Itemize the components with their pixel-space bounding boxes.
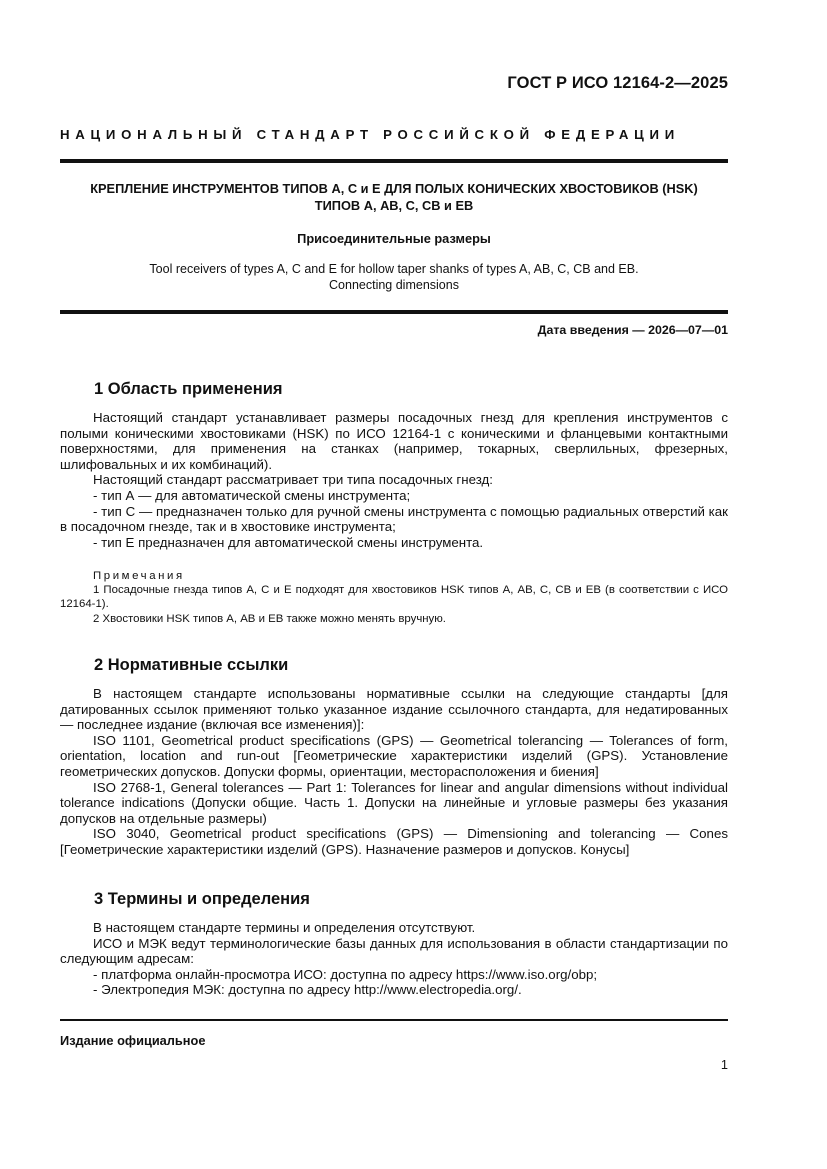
- notes-title: Примечания: [93, 570, 185, 582]
- paragraph: Настоящий стандарт рассматривает три типа посадочных гнезд:: [93, 472, 493, 488]
- footer-rule: [60, 1019, 728, 1021]
- list-item: - тип А — для автоматической смены инструмента;: [93, 487, 411, 503]
- introduction-date: Дата введения — 2026—07—01: [537, 323, 728, 337]
- section-3-heading: 3 Термины и определения: [94, 890, 310, 908]
- paragraph: В настоящем стандарте использованы нормативные ссылки на следующие стандарты [для датированных ссылок применяют только указанное издание ссылочного стандарта, для недатированных — последнее издание (включая все изменения)]:: [60, 686, 728, 733]
- document-subtitle: Присоединительные размеры: [297, 231, 491, 246]
- section-1-heading: 1 Область применения: [94, 380, 283, 398]
- paragraph: В настоящем стандарте термины и определения отсутствуют.: [93, 920, 476, 935]
- paragraph: Настоящий стандарт устанавливает размеры посадочных гнезд для крепления инструментов с полыми коническими хвостовиками (HSK) по ИСО 12164-1 с коническими и фланцевыми контактными поверхностями, для применения на станках (например, токарных, сверлильных, фрезерных, шлифовальных и их комбинаций).: [60, 410, 728, 472]
- english-title-line-2: Connecting dimensions: [329, 278, 459, 292]
- list-item: - платформа онлайн-просмотра ИСО: доступна по адресу https://www.iso.org/obp;: [93, 966, 598, 982]
- english-title: [60, 261, 728, 293]
- english-title-line-1: Tool receivers of types A, C and E for hollow taper shanks of types A, AB, C, CB and EB.: [149, 262, 639, 276]
- document-title: [60, 180, 728, 214]
- header-rule: [60, 159, 728, 163]
- list-item: - тип Е предназначен для автоматической смены инструмента.: [93, 534, 484, 550]
- section-3-body: [60, 920, 728, 998]
- section-2-heading: 2 Нормативные ссылки: [94, 656, 289, 674]
- section-1-notes: [60, 569, 728, 626]
- national-standard-banner: НАЦИОНАЛЬНЫЙ СТАНДАРТ РОССИЙСКОЙ ФЕДЕРАЦИИ: [60, 127, 681, 142]
- page-number: 1: [720, 1057, 728, 1072]
- reference-item: ISO 1101, Geometrical product specifications (GPS) — Geometrical tolerancing — Tolerances of form, orientation, location and run-out [Геометрические характеристики изделий (GPS). Установление геометрических допусков. Допуски формы, ориентации, месторасположения и биения]: [60, 732, 728, 779]
- paragraph: ИСО и МЭК ведут терминологические базы данных для использования в области стандартизации по следующим адресам:: [60, 935, 728, 967]
- note: 1 Посадочные гнезда типов А, С и Е подходят для хвостовиков HSK типов А, АВ, С, СВ и ЕВ (в соответствии с ИСО 12164-1).: [60, 584, 728, 611]
- standard-designation: ГОСТ Р ИСО 12164-2—2025: [507, 74, 728, 92]
- note: 2 Хвостовики HSK типов А, АВ и ЕВ также можно менять вручную.: [93, 612, 446, 625]
- list-item: - Электропедия МЭК: доступна по адресу http://www.electropedia.org/.: [93, 982, 522, 998]
- reference-item: ISO 2768-1, General tolerances — Part 1: Tolerances for linear and angular dimensions without individual tolerance indications (Допуски общие. Часть 1. Допуски на линейные и угловые размеры без указания допусков на отдельные размеры): [60, 779, 728, 826]
- title-line-1: КРЕПЛЕНИЕ ИНСТРУМЕНТОВ ТИПОВ А, С и Е ДЛЯ ПОЛЫХ КОНИЧЕСКИХ ХВОСТОВИКОВ (HSK): [90, 181, 698, 196]
- list-item: - тип С — предназначен только для ручной смены инструмента с помощью радиальных отверстий как в посадочном гнезде, так и в хвостовике инструмента;: [60, 503, 728, 535]
- title-rule: [60, 310, 728, 314]
- reference-item: ISO 3040, Geometrical product specifications (GPS) — Dimensioning and tolerancing — Cones [Геометрические характеристики изделий (GPS). Назначение размеров и допусков. Конусы]: [60, 826, 728, 857]
- official-edition-label: Издание официальное: [60, 1033, 206, 1048]
- section-2-body: [60, 686, 728, 858]
- section-1-body: [60, 410, 728, 550]
- document-page: [60, 0, 728, 1169]
- title-line-2: ТИПОВ А, АВ, С, СВ и ЕВ: [314, 198, 474, 213]
